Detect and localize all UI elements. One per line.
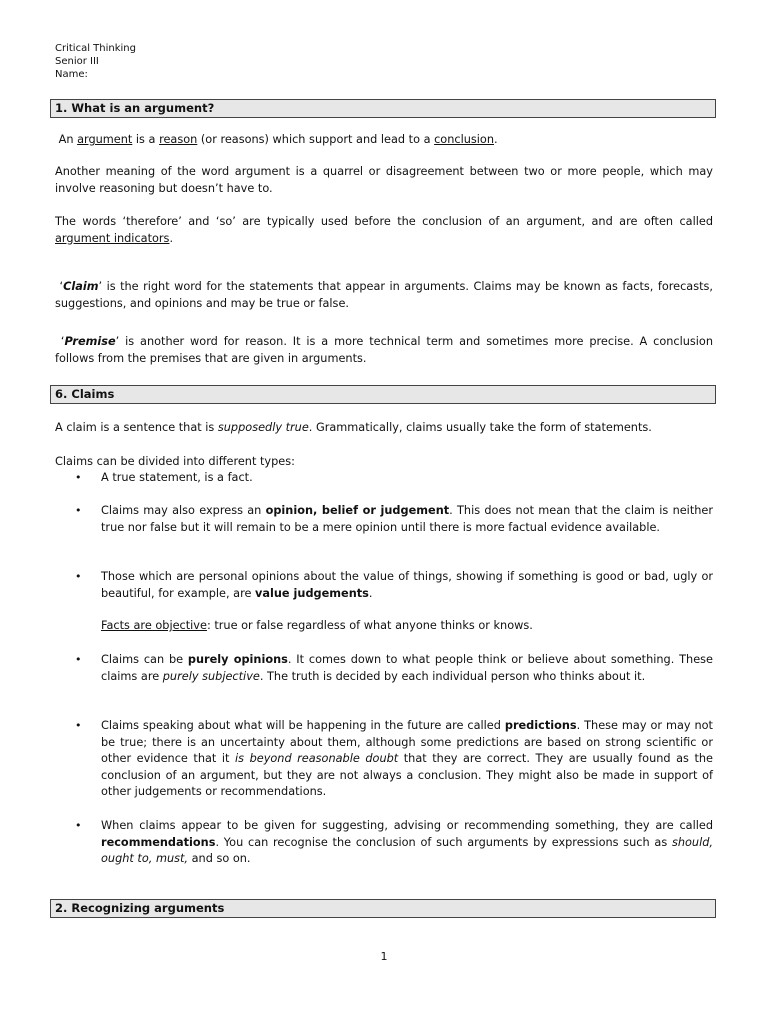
text-run: and so on. [188,852,251,865]
term-purely-opinions: purely opinions [187,653,288,666]
term-predictions: predictions [504,719,577,732]
list-item-text [101,503,713,536]
text-run: The words ‘therefore’ and ‘so’ are typically used before the conclusion of an argument, and are often called [55,215,713,228]
facts-objective-note [101,618,713,635]
text-run: . [493,133,498,146]
text-run: An [58,133,78,146]
argument-indicators-paragraph [55,214,713,247]
term-beyond-reasonable-doubt: is beyond reasonable doubt [235,752,399,765]
text-run: . [169,231,174,245]
text-run: When claims appear to be given for suggesting, advising or recommending something, they are called [101,819,713,832]
name-field-label: Name: [55,69,88,80]
text-run: (or reasons) which support and lead to a [197,133,435,146]
text-run: ’ is the right word for the statements that appear in arguments. Claims may be known as facts, forecasts, suggestions, and opinions and may be true or false. [55,280,713,310]
text-run: that they are correct. They are usually found as the conclusion of an argument, but they are not always a conclusion. They might also be made in support of other judgements or recommendations. [101,752,713,798]
claim-definition [55,279,713,312]
text-run: . [368,586,373,600]
term-supposedly-true: supposedly true [217,421,309,434]
text-run: : true or false regardless of what anyone thinks or knows. [206,619,533,632]
text-run: ‘ [59,280,64,293]
list-item-text: A true statement, is a fact. [101,471,253,484]
section-heading-recognizing-arguments: 2. Recognizing arguments [50,899,716,918]
argument-alt-meaning: Another meaning of the word argument is a quarrel or disagreement between two or more people, which may involve reasoning but doesn’t have to. [55,165,713,195]
term-reason: reason [159,133,198,146]
term-argument-indicators: argument indicators [55,231,170,245]
bullet-icon: • [75,819,82,832]
section-heading-claims: 6. Claims [50,385,716,404]
bullet-icon: • [75,471,82,484]
list-item-text [101,652,713,685]
text-run: ’ is another word for reason. It is a more technical term and sometimes more precise. A conclusion follows from the premises that are given in arguments. [55,335,714,365]
text-run: Claims speaking about what will be happening in the future are called [101,719,505,732]
text-run: Claims may also express an [101,504,266,517]
course-title: Critical Thinking [55,43,136,54]
premise-definition [55,334,713,367]
document-header [55,42,136,81]
text-run: Claims can be [101,653,188,666]
list-item-text [101,569,713,602]
bullet-icon: • [75,504,82,517]
text-run: is a [132,133,160,146]
text-run: ‘ [60,335,65,348]
text-run: Those which are personal opinions about the value of things, showing if something is good or bad, ugly or beautiful, for example, are [101,570,713,600]
claim-types-intro: Claims can be divided into different types: [55,455,295,468]
argument-definition [55,132,713,149]
section-heading-what-is-argument: 1. What is an argument? [50,99,716,118]
term-facts-objective: Facts are objective [101,619,207,632]
term-recommendations: recommendations [101,835,216,849]
bullet-icon: • [75,653,82,666]
text-run: . The truth is decided by each individual person who thinks about it. [259,669,646,683]
term-opinion-belief-judgement: opinion, belief or judgement [265,504,450,517]
term-value-judgements: value judgements [255,586,369,600]
text-run: . This does not mean that the claim is neither true nor false but it will remain to be a mere opinion until there is more factual evidence available. [101,504,713,534]
term-purely-subjective: purely subjective [162,669,260,683]
list-item-text [101,818,713,868]
term-conclusion: conclusion [434,133,494,146]
text-run: . You can recognise the conclusion of such arguments by expressions such as [215,835,672,849]
bullet-icon: • [75,719,82,732]
text-run: . Grammatically, claims usually take the form of statements. [308,421,652,434]
term-claim: Claim [63,280,99,293]
claim-intro [55,420,713,437]
term-premise: Premise [64,335,116,348]
term-modal-verbs: should, ought to, must, [101,835,713,865]
class-level: Senior III [55,56,99,67]
page-number: 1 [380,950,388,963]
text-run: A claim is a sentence that is [55,421,218,434]
text-run: . It comes down to what people think or believe about something. These claims are [101,653,713,683]
bullet-icon: • [75,570,82,583]
list-item-text [101,718,713,801]
text-run: . These may or may not be true; there is an uncertainty about them, although some predictions are based on strong scientific or other evidence that it [101,719,713,765]
term-argument: argument [77,133,133,146]
